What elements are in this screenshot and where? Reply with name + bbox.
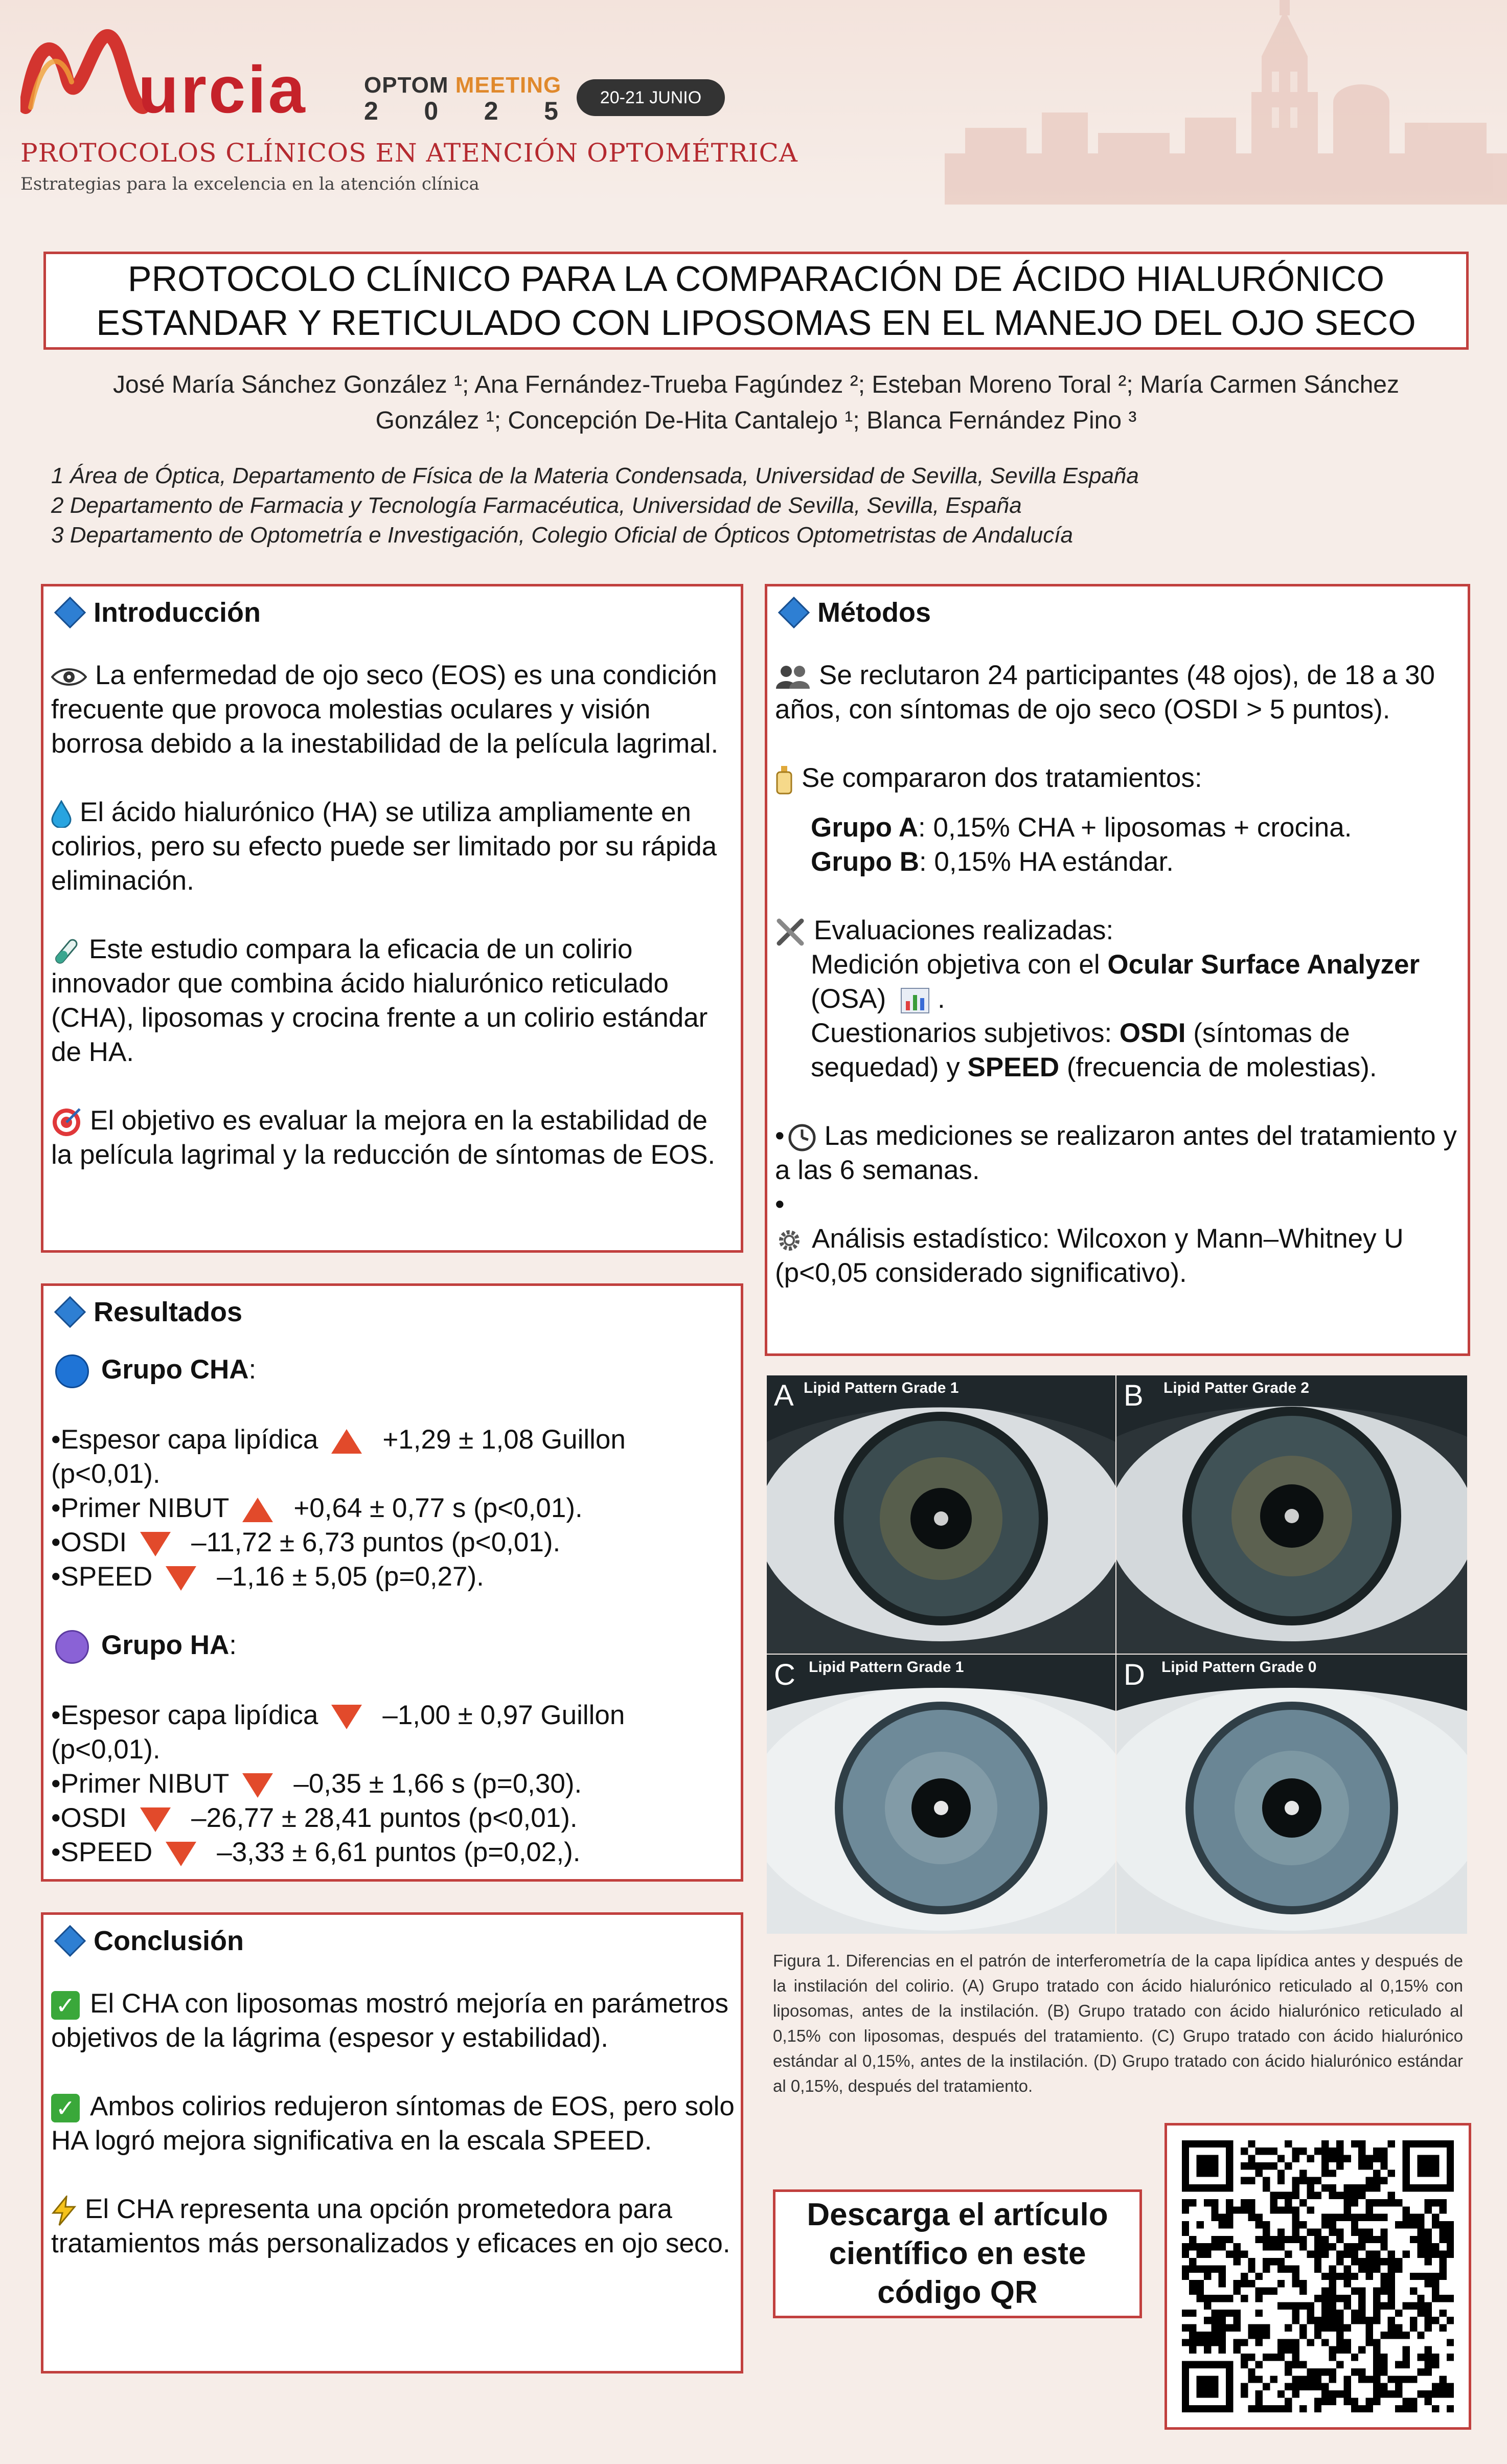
eval-line: [811, 947, 1463, 982]
eval-osdi: OSDI: [1119, 1018, 1186, 1048]
results-heading-text: Resultados: [94, 1297, 243, 1327]
result-row: [51, 1525, 736, 1559]
methods-paragraph: [775, 658, 1463, 727]
triangle-up-icon: [242, 1498, 273, 1522]
clock-icon: [788, 1123, 816, 1152]
eval-line4-pre: sequedad) y: [811, 1052, 968, 1082]
qr-code-image[interactable]: [1167, 2126, 1469, 2427]
result-label: •Espesor capa lipídica: [51, 1700, 318, 1730]
ha-title-text: Grupo HA: [101, 1630, 230, 1660]
figure-caption: Figura 1. Diferencias en el patrón de interferometría de la capa lipídica antes y después de la instilación del colirio. (A) Grupo tratado con ácido hialurónico reticulado al 0,15% con liposomas, antes de la instilación. (B) Grupo tratado con ácido hialurónico reticulado al 0,15% con liposomas, después del tratamiento. (C) Grupo tratado con ácido hialurónico estándar al 0,15%, antes de la instilación. (D) Grupo tratado con ácido hialurónico estándar al 0,15%, después del tratamiento.: [773, 1951, 1463, 2095]
result-row: [51, 1491, 736, 1525]
result-value: –11,72 ± 6,73 puntos (p<0,01).: [191, 1527, 561, 1557]
evaluations-list: [811, 947, 1463, 1084]
result-value: –0,35 ± 1,66 s (p=0,30).: [293, 1769, 582, 1799]
result-label: •SPEED: [51, 1837, 153, 1867]
intro-section: [41, 584, 743, 1253]
conference-title: PROTOCOLOS CLÍNICOS EN ATENCIÓN OPTOMÉTRICA: [20, 138, 798, 168]
diamond-icon: [54, 1296, 86, 1328]
year-digit: 2: [364, 97, 378, 125]
eye-panel-d: [1116, 1655, 1467, 1934]
eye-icon: [51, 666, 87, 688]
eye-drops-bottle-icon: [775, 765, 793, 795]
result-value: +0,64 ± 0,77 s (p<0,01).: [293, 1493, 583, 1523]
group-b-text: : 0,15% HA estándar.: [919, 847, 1174, 877]
cha-title-text: Grupo CHA: [101, 1354, 249, 1385]
result-value: –3,33 ± 6,61 puntos (p=0,02,).: [217, 1837, 581, 1867]
affiliation: 2 Departamento de Farmacia y Tecnología Farmacéutica, Universidad de Sevilla, Sevilla, España: [51, 493, 1022, 518]
tools-icon: [775, 917, 806, 947]
methods-p2: Se compararon dos tratamientos:: [802, 763, 1202, 793]
eye-photo-image: [767, 1375, 1115, 1654]
result-value: +1,29 ± 1,08 Guillon: [382, 1425, 626, 1455]
methods-stats: Análisis estadístico: Wilcoxon y Mann–Whitney U (p<0,05 considerado significativo).: [775, 1224, 1404, 1288]
triangle-down-icon: [140, 1532, 171, 1556]
conclusion-section: [41, 1912, 743, 2373]
eval-speed: SPEED: [967, 1052, 1060, 1082]
triangle-up-icon: [331, 1429, 362, 1454]
eye-photo-image: [1116, 1375, 1467, 1654]
paper-title-box: [43, 252, 1469, 350]
diamond-icon: [778, 597, 810, 628]
panel-caption: Lipid Pattern Grade 0: [1161, 1659, 1317, 1676]
gear-icon: [775, 1226, 804, 1255]
eye-photo-image: [1116, 1655, 1467, 1934]
eval-line: [811, 1016, 1463, 1050]
result-label: •SPEED: [51, 1562, 153, 1592]
triangle-down-icon: [331, 1705, 362, 1729]
cathedral-skyline-image: [945, 0, 1507, 205]
eval-line1-pre: Medición objetiva con el: [811, 950, 1108, 980]
result-row: [51, 1559, 736, 1594]
intro-paragraph: [51, 1103, 734, 1172]
panel-letter: D: [1124, 1658, 1145, 1691]
group-b-label: Grupo B: [811, 847, 919, 877]
triangle-down-icon: [166, 1566, 196, 1591]
eye-panel-a: [767, 1375, 1115, 1654]
results-section: [41, 1283, 743, 1882]
evaluations-title: [775, 913, 1463, 947]
year-digit: 2: [484, 97, 498, 125]
methods-paragraph: [775, 761, 1463, 795]
intro-p3: Este estudio compara la eficacia de un colirio innovador que combina ácido hialurónico reticulado (CHA), liposomas y crocina frente a un colirio estándar de HA.: [51, 934, 708, 1067]
download-callout: [773, 2189, 1142, 2318]
group-a: [811, 810, 1463, 845]
meeting-label: MEETING: [455, 73, 562, 98]
result-label: •OSDI: [51, 1527, 127, 1557]
result-label: •Primer NIBUT: [51, 1769, 230, 1799]
result-value: –1,16 ± 5,05 (p=0,27).: [217, 1562, 484, 1592]
results-body: [51, 1352, 736, 1869]
eye-figure: [767, 1375, 1467, 1934]
conclusion-body: [51, 1986, 736, 2295]
year-label: [364, 96, 558, 126]
conclusion-p1: El CHA con liposomas mostró mejoría en parámetros objetivos de la lágrima (espesor y estabilidad).: [51, 1988, 728, 2053]
people-icon: [775, 664, 811, 690]
paper-title-line: ESTANDAR Y RETICULADO CON LIPOSOMAS EN EL MANEJO DEL OJO SECO: [96, 303, 1416, 343]
intro-paragraph: [51, 795, 734, 898]
eval-line2: (OSA): [811, 984, 886, 1014]
result-row: [51, 1801, 736, 1835]
intro-body: [51, 658, 734, 1206]
water-drop-icon: [51, 800, 72, 828]
result-row: [51, 1698, 736, 1732]
affiliations: [51, 461, 1139, 550]
logo-text: urcia: [138, 52, 307, 127]
target-icon: [51, 1107, 82, 1138]
panel-caption: Lipid Patter Grade 2: [1163, 1380, 1310, 1396]
conclusion-heading-text: Conclusión: [94, 1926, 244, 1956]
eye-panel-c: [767, 1655, 1115, 1934]
eval-line: [811, 1050, 1463, 1084]
intro-paragraph: [51, 932, 734, 1069]
eval-line3-post: (síntomas de: [1185, 1018, 1350, 1048]
cha-group-title: Grupo CHA:: [51, 1352, 736, 1388]
triangle-down-icon: [242, 1773, 273, 1798]
methods-p1: Se reclutaron 24 participantes (48 ojos), de 18 a 30 años, con síntomas de ojo seco (OSDI > 5 puntos).: [775, 660, 1435, 725]
optom-label: OPTOM: [364, 73, 449, 98]
conclusion-paragraph: [51, 1986, 736, 2055]
test-tube-icon: [51, 936, 81, 966]
result-row-cont: (p<0,01).: [51, 1459, 161, 1489]
result-row: [51, 1835, 736, 1869]
authors: [43, 367, 1469, 439]
result-value: –1,00 ± 0,97 Guillon: [382, 1700, 625, 1730]
year-digit: 0: [424, 97, 439, 125]
download-line: científico en este: [829, 2236, 1086, 2271]
eval-line1-bold: Ocular Surface Analyzer: [1107, 950, 1420, 980]
eval-line3-pre: Cuestionarios subjetivos:: [811, 1018, 1120, 1048]
conference-subtitle: Estrategias para la excelencia en la atención clínica: [20, 174, 480, 194]
evaluations: [775, 913, 1463, 1084]
intro-p4: El objetivo es evaluar la mejora en la estabilidad de la película lagrimal y la reducción de síntomas de EOS.: [51, 1105, 716, 1170]
diamond-icon: [54, 597, 86, 628]
methods-section: [765, 584, 1470, 1356]
intro-p2: El ácido hialurónico (HA) se utiliza ampliamente en colirios, pero su efecto puede ser limitado por su rápida eliminación.: [51, 797, 717, 896]
lightning-icon: [51, 2196, 77, 2226]
group-a-label: Grupo A: [811, 812, 919, 843]
bullet-separator: •: [775, 1189, 785, 1219]
methods-timing: Las mediciones se realizaron antes del tratamiento y a las 6 semanas.: [775, 1121, 1457, 1185]
group-b: [811, 845, 1463, 879]
diamond-icon: [54, 1925, 86, 1957]
intro-paragraph: [51, 658, 734, 761]
ha-group-title: Grupo HA:: [51, 1628, 736, 1664]
panel-letter: C: [774, 1658, 795, 1691]
year-digit: 5: [544, 97, 558, 125]
date-badge: 20-21 JUNIO: [577, 79, 725, 116]
conclusion-p3: El CHA representa una opción prometedora para tratamientos más personalizados y eficaces en ojo seco.: [51, 2194, 730, 2258]
evaluations-title-text: Evaluaciones realizadas:: [814, 915, 1114, 945]
panel-letter: A: [774, 1379, 794, 1412]
authors-line: José María Sánchez González ¹; Ana Fernández-Trueba Fagúndez ²; Esteban Moreno Toral ²; María Carmen Sánchez: [113, 371, 1399, 398]
result-label: •Espesor capa lipídica: [51, 1425, 318, 1455]
authors-line: González ¹; Concepción De-Hita Cantalejo ¹; Blanca Fernández Pino ³: [375, 407, 1137, 434]
methods-heading: [778, 597, 931, 628]
panel-letter: B: [1124, 1379, 1144, 1412]
check-icon: ✓: [51, 1991, 80, 2020]
blue-circle-icon: [55, 1354, 89, 1388]
group-a-text: : 0,15% CHA + liposomas + crocina.: [918, 812, 1352, 843]
check-icon: ✓: [51, 2094, 80, 2122]
conclusion-heading: [54, 1925, 244, 1957]
stats-paragraph: [775, 1222, 1463, 1290]
optom-meeting-label: [364, 73, 561, 98]
groups-list: [811, 810, 1463, 879]
download-line: código QR: [877, 2275, 1038, 2310]
panel-caption: Lipid Pattern Grade 1: [809, 1659, 964, 1676]
conclusion-paragraph: [51, 2192, 736, 2260]
intro-heading: [54, 597, 261, 628]
triangle-down-icon: [140, 1807, 171, 1832]
affiliation: 1 Área de Óptica, Departamento de Física de la Materia Condensada, Universidad de Sevilla, Sevilla España: [51, 463, 1139, 488]
result-row-cont: (p<0,01).: [51, 1734, 161, 1765]
intro-p1: La enfermedad de ojo seco (EOS) es una condición frecuente que provoca molestias oculares y visión borrosa debido a la inestabilidad de la película lagrimal.: [51, 660, 719, 759]
bar-chart-icon: [901, 988, 929, 1013]
result-value: –26,77 ± 28,41 puntos (p<0,01).: [191, 1803, 578, 1833]
result-row: [51, 1422, 736, 1457]
result-label: •OSDI: [51, 1803, 127, 1833]
eye-photo-image: [767, 1655, 1115, 1934]
timing-paragraph: • Las mediciones se realizaron antes del tratamiento y a las 6 semanas.: [775, 1121, 1457, 1185]
methods-body: [775, 658, 1463, 1290]
panel-caption: Lipid Pattern Grade 1: [804, 1380, 959, 1396]
affiliation: 3 Departamento de Optometría e Investigación, Colegio Oficial de Ópticos Optometristas de Andalucía: [51, 523, 1073, 548]
conclusion-paragraph: [51, 2089, 736, 2158]
purple-circle-icon: [55, 1630, 89, 1664]
eval-line4-post: (frecuencia de molestias).: [1059, 1052, 1377, 1082]
paper-title-line: PROTOCOLO CLÍNICO PARA LA COMPARACIÓN DE ÁCIDO HIALURÓNICO: [127, 259, 1385, 299]
result-row: [51, 1767, 736, 1801]
intro-heading-text: Introducción: [94, 597, 261, 628]
triangle-down-icon: [166, 1842, 196, 1866]
download-line: Descarga el artículo: [807, 2197, 1108, 2232]
conclusion-p2: Ambos colirios redujeron síntomas de EOS, pero solo HA logró mejora significativa en la escala SPEED.: [51, 2091, 735, 2156]
eye-panel-b: [1116, 1375, 1467, 1654]
methods-heading-text: Métodos: [817, 597, 931, 628]
eval-line: (OSA) .: [811, 984, 945, 1014]
result-label: •Primer NIBUT: [51, 1493, 230, 1523]
qr-code[interactable]: [1164, 2123, 1471, 2430]
results-heading: [54, 1296, 242, 1328]
